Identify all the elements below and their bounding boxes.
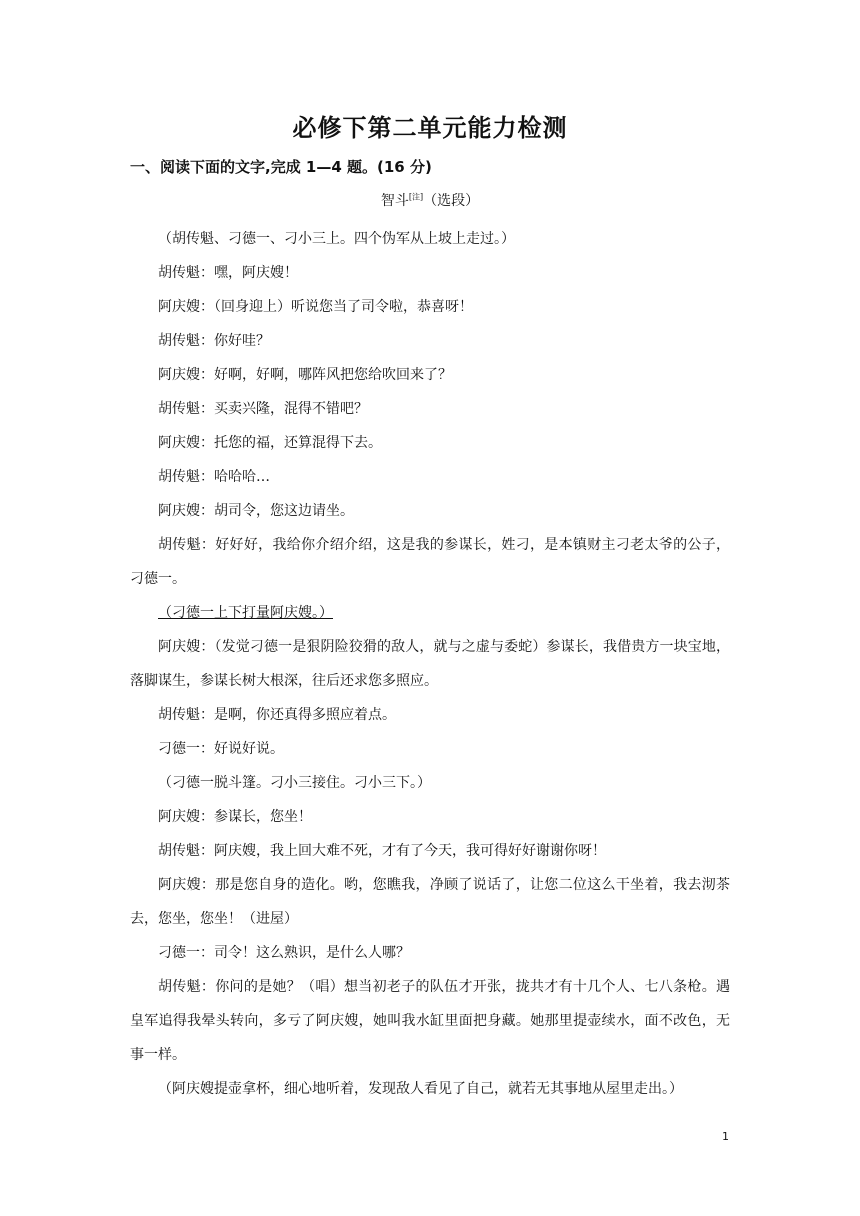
page-number: 1 <box>722 1130 729 1143</box>
text-title-main: 智斗 <box>380 193 409 209</box>
paragraph: 阿庆嫂：（发觉刁德一是狠阴险狡猾的敌人，就与之虚与委蛇）参谋长，我借贵方一块宝地，落脚谋生，参谋长树大根深，往后还求您多照应。 <box>130 639 730 689</box>
paragraph: 胡传魁：你问的是她？（唱）想当初老子的队伍才开张，拢共才有十几个人、七八条枪。遇皇军追得我晕头转向，多亏了阿庆嫂，她叫我水缸里面把身藏。她那里提壶续水，面不改色，无事一样。 <box>130 979 730 1063</box>
paragraph: （刁德一脱斗篷。刁小三接住。刁小三下。） <box>158 775 431 791</box>
paragraph: 胡传魁：买卖兴隆，混得不错吧？ <box>158 401 368 417</box>
note-mark: [注] <box>408 192 424 202</box>
text-title <box>0 190 860 210</box>
paragraph: 胡传魁：好好好，我给你介绍介绍，这是我的参谋长，姓刁，是本镇财主刁老太爷的公子，刁德一。 <box>130 537 730 587</box>
page-title: 必修下第二单元能力检测 <box>292 114 568 142</box>
paragraph: 胡传魁：哈哈哈… <box>158 469 270 485</box>
section-heading: 一、阅读下面的文字,完成 1—4 题。(16 分) <box>130 158 432 176</box>
underlined-stage-direction: （刁德一上下打量阿庆嫂。） <box>158 605 333 621</box>
paragraph: 阿庆嫂：那是您自身的造化。哟，您瞧我，净顾了说话了，让您二位这么干坐着，我去沏茶去，您坐，您坐！（进屋） <box>130 877 730 927</box>
paragraph: （胡传魁、刁德一、刁小三上。四个伪军从上坡上走过。） <box>158 231 515 247</box>
paragraph-underlined <box>130 596 730 630</box>
paragraph: 阿庆嫂：托您的福，还算混得下去。 <box>158 435 382 451</box>
paragraph: 胡传魁：嘿，阿庆嫂！ <box>158 265 298 281</box>
paragraph: 刁德一：司令！这么熟识，是什么人哪？ <box>158 945 410 961</box>
paragraph: 胡传魁：你好哇？ <box>158 333 270 349</box>
paragraph: 胡传魁：是啊，你还真得多照应着点。 <box>158 707 396 723</box>
paragraph: （阿庆嫂提壶拿杯，细心地听着，发现敌人看见了自己，就若无其事地从屋里走出。） <box>158 1081 683 1097</box>
body-text <box>130 222 730 1106</box>
paragraph: 胡传魁：阿庆嫂，我上回大难不死，才有了今天，我可得好好谢谢你呀！ <box>158 843 606 859</box>
paragraph: 阿庆嫂：胡司令，您这边请坐。 <box>158 503 354 519</box>
text-title-suffix: （选段） <box>423 193 480 209</box>
paragraph: 阿庆嫂：好啊，好啊，哪阵风把您给吹回来了？ <box>158 367 452 383</box>
paragraph: 刁德一：好说好说。 <box>158 741 284 757</box>
paragraph: 阿庆嫂：（回身迎上）听说您当了司令啦，恭喜呀！ <box>158 299 473 315</box>
paragraph: 阿庆嫂：参谋长，您坐！ <box>158 809 312 825</box>
